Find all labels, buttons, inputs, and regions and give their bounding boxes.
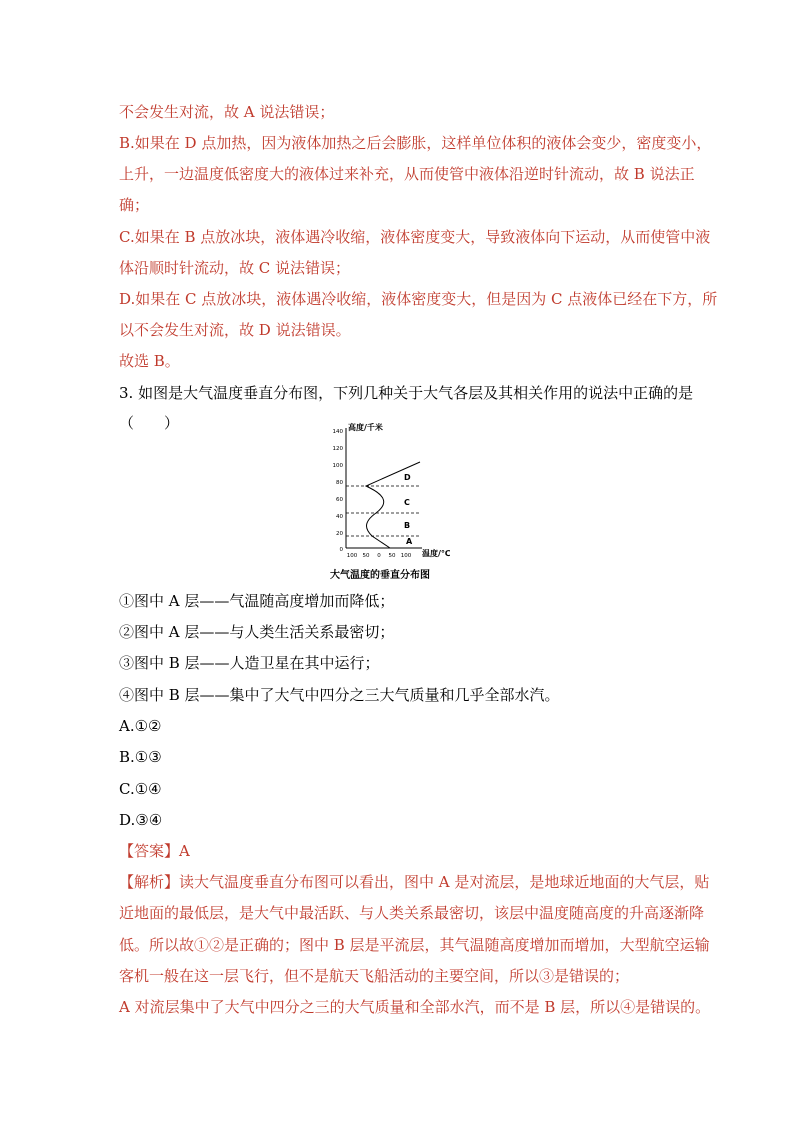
analysis-prev-line: D.如果在 C 点放冰块，液体遇冷收缩，液体密度变大，但是因为 C 点液体已经在下方，所 [119,290,718,308]
analysis-prev-line: 故选 B。 [119,352,180,370]
x-axis-label: 温度/℃ [422,549,450,558]
analysis-line [119,873,709,891]
x-tick-label: 100 [400,553,412,559]
x-tick-label: 100 [346,553,358,559]
option-d: D.③④ [119,811,163,829]
analysis-line: 客机一般在这一层飞行，但不是航天飞船活动的主要空间，所以③是错误的； [119,967,630,985]
option-a: A.①② [119,717,162,735]
option-b: B.①③ [119,748,162,766]
statement-item: ①图中 A 层——气温随高度增加而降低； [119,592,395,610]
analysis-prev-line: 体沿顺时针流动，故 C 说法错误； [119,259,351,277]
layer-label-a: A [406,537,413,546]
temperature-curve [366,462,420,548]
y-tick-label: 60 [336,497,343,503]
answer-value: A [179,842,190,860]
statement-item: ②图中 A 层——与人类生活关系最密切； [119,623,395,641]
analysis-tag: 【解析】 [119,873,180,891]
y-tick-label: 140 [332,429,343,435]
analysis-prev-line: 以不会发生对流，故 D 说法错误。 [119,321,351,339]
analysis-prev-line: B.如果在 D 点加热，因为液体加热之后会膨胀，这样单位体积的液体会变少，密度变小， [119,134,712,152]
figure-caption: 大气温度的垂直分布图 [330,570,430,581]
analysis-text: 读大气温度垂直分布图可以看出，图中 A 是对流层，是地球近地面的大气层，贴 [179,873,710,891]
y-tick-label: 40 [336,514,343,520]
x-tick-label: 50 [362,553,370,559]
analysis-prev-line: 不会发生对流，故 A 说法错误； [119,103,335,121]
answer-tag: 【答案】 [119,842,180,860]
analysis-line: 低。所以故①②是正确的；图中 B 层是平流层，其气温随高度增加而增加，大型航空运输 [119,936,710,954]
layer-label-c: C [404,498,410,507]
analysis-line: 近地面的最低层，是大气中最活跃、与人类关系最密切，该层中温度随高度的升高逐渐降 [119,904,705,922]
y-tick-label: 100 [332,463,343,469]
analysis-line: A 对流层集中了大气中四分之三的大气质量和全部水汽，而不是 B 层，所以④是错误的。 [119,998,711,1016]
x-tick-label: 50 [388,553,396,559]
y-axis-label: 高度/千米 [348,423,383,432]
y-tick-label: 120 [332,446,343,452]
y-tick-label: 0 [339,547,343,553]
answer-line [119,842,190,860]
y-tick-label: 80 [336,480,343,486]
statement-item: ③图中 B 层——人造卫星在其中运行； [119,654,380,672]
temperature-profile-svg [326,420,450,566]
layer-label-b: B [404,521,411,530]
analysis-prev-line: C.如果在 B 点放冰块，液体遇冷收缩，液体密度变大，导致液体向下运动，从而使管中液 [119,228,711,246]
statement-item: ④图中 B 层——集中了大气中四分之三大气质量和几乎全部水汽。 [119,686,560,704]
option-c: C.①④ [119,780,162,798]
question-stem: 3. 如图是大气温度垂直分布图，下列几种关于大气各层及其相关作用的说法中正确的是 [119,384,694,402]
temperature-profile-figure [326,420,450,580]
analysis-prev-line: 确； [119,196,150,214]
question-paren: （ ） [119,414,180,432]
x-tick-label: 0 [377,553,381,559]
y-tick-label: 20 [336,531,343,537]
layer-label-d: D [404,473,411,482]
analysis-prev-line: 上升，一边温度低密度大的液体过来补充，从而使管中液体沿逆时针流动，故 B 说法正 [119,165,695,183]
